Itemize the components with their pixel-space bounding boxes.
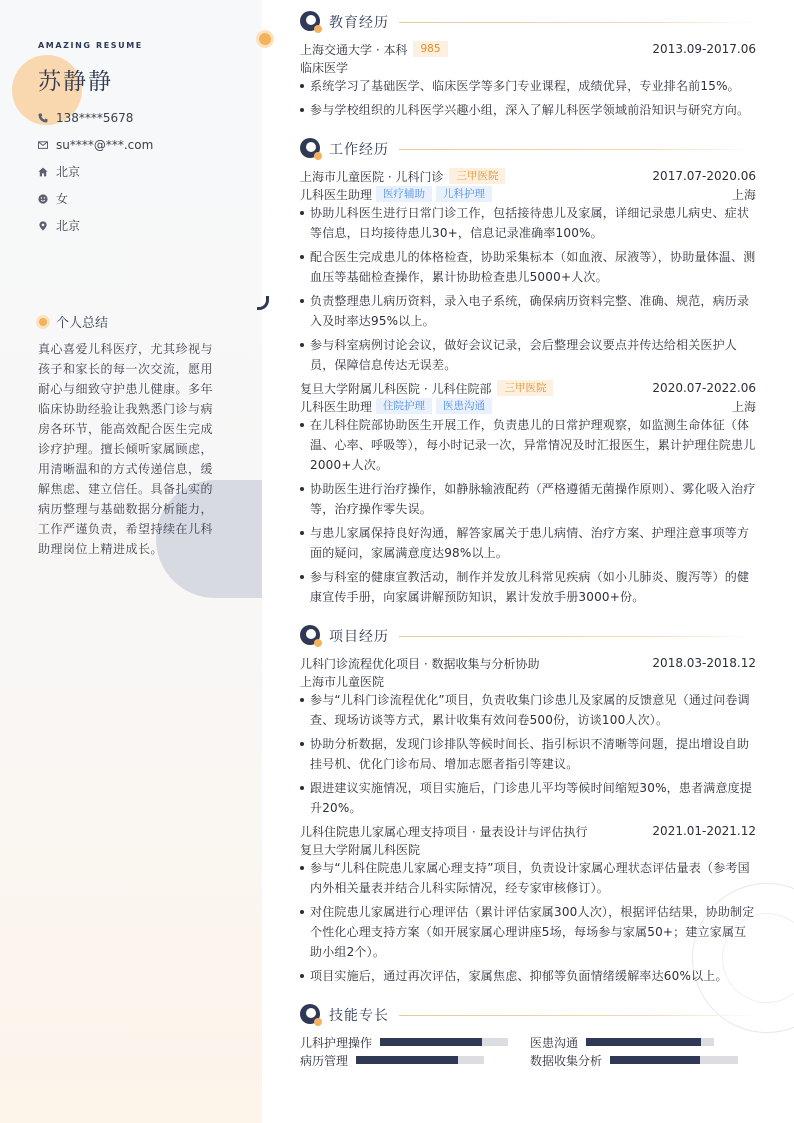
contact-gender [38,185,153,212]
person-name: 苏静静 [38,69,113,95]
job-role: 儿科医生助理 [300,399,373,414]
skill-tag: 医疗辅助 [376,186,432,202]
job-header [300,379,756,397]
section-skills [300,1004,756,1026]
section-icon [300,11,322,33]
project-org-row [300,840,756,858]
skill-name: 儿科护理操作 [300,1035,373,1050]
phone-text: 138****5678 [56,110,134,125]
job-header [300,167,756,185]
section-icon [300,138,322,160]
school-name: 上海交通大学 · 本科 [300,42,408,57]
job-city: 上海 [731,187,756,202]
list-item: 协助医生进行治疗操作，如静脉输液配药（严格遵循无菌操作原则）、雾化吸入治疗等，治疗操作零失误。 [300,479,756,519]
education-date: 2013.09-2017.06 [652,42,756,56]
list-item: 协助儿科医生进行日常门诊工作，包括接待患儿及家属，详细记录患儿病史、症状等信息，日均接待患儿30+，信息记录准确率100%。 [300,203,756,243]
skill-name: 数据收集分析 [530,1053,603,1068]
list-item: 跟进建议实施情况，项目实施后，门诊患儿平均等候时间缩短30%，患者满意度提升20%。 [300,778,756,818]
dot-icon [36,315,50,329]
job-org: 上海市儿童医院 · 儿科门诊 [300,169,444,184]
skill-bar-fill [610,1056,700,1064]
skill-tag: 儿科护理 [436,186,492,202]
project-org: 复旦大学附属儿科医院 [300,842,421,857]
skill-tag: 医患沟通 [436,398,492,414]
list-item: 参与“儿科门诊流程优化”项目，负责收集门诊患儿及家属的反馈意见（通过问卷调查、现场访谈等方式，累计收集有效问卷500份，访谈100人次）。 [300,690,756,730]
skill-item [300,1051,484,1069]
project-header [300,654,756,672]
job-role: 儿科医生助理 [300,187,373,202]
project-name: 儿科住院患儿家属心理支持项目 · 量表设计与评估执行 [300,824,588,839]
gender-text: 女 [56,192,69,206]
section-title: 教育经历 [329,15,389,31]
section-work [300,138,756,160]
decorative-arc [257,296,269,310]
project-org: 上海市儿童医院 [300,674,385,689]
skill-tag: 住院护理 [376,398,432,414]
contact-list [38,104,153,239]
email-text: su****@***.com [56,137,154,152]
skill-bar [380,1038,508,1046]
sidebar [0,0,262,1123]
job-date: 2020.07-2022.06 [652,381,756,395]
job-city: 上海 [731,399,756,414]
location-icon [38,221,48,231]
section-divider [399,22,756,23]
list-item: 系统学习了基础医学、临床医学等多门专业课程，成绩优异，专业排名前15%。 [300,76,756,96]
section-icon [300,1004,322,1026]
gender-icon [38,194,48,204]
skill-item [530,1033,714,1051]
job-tag: 三甲医院 [449,168,505,184]
job-tag: 三甲医院 [497,380,553,396]
skill-name: 病历管理 [300,1053,349,1068]
job-role-row [300,397,756,415]
summary-title: 个人总结 [56,316,109,331]
contact-location [38,212,153,239]
project-header [300,822,756,840]
skill-item [530,1051,738,1069]
job-role-row [300,185,756,203]
contact-email [38,131,153,158]
project-date: 2018.03-2018.12 [652,656,756,670]
major-row [300,58,756,76]
skill-bar-fill [380,1038,482,1046]
section-title: 技能专长 [329,1008,389,1024]
decorative-dot [256,30,274,48]
section-education [300,11,756,33]
mail-icon [38,140,48,150]
job-date: 2017.07-2020.06 [652,169,756,183]
skill-bar [610,1056,738,1064]
list-item: 与患儿家属保持良好沟通，解答家属关于患儿病情、治疗方案、护理注意事项等方面的疑问，家属满意度达98%以上。 [300,523,756,563]
skill-bar [586,1038,714,1046]
school-tag: 985 [413,41,447,57]
project-org-row [300,672,756,690]
skill-bar-fill [586,1038,701,1046]
job-org: 复旦大学附属儿科医院 · 儿科住院部 [300,381,492,396]
list-item: 对住院患儿家属进行心理评估（累计评估家属300人次），根据评估结果，协助制定个性化心理支持方案（如开展家属心理讲座5场，每场参与家属50+；建立家属互助小组2个）。 [300,902,756,962]
list-item: 负责整理患儿病历资料，录入电子系统，确保病历资料完整、准确、规范，病历录入及时率达95%以上。 [300,291,756,331]
skill-bar [356,1056,484,1064]
list-item: 参与科室的健康宣教活动，制作并发放儿科常见疾病（如小儿肺炎、腹泻等）的健康宣传手册，向家属讲解预防知识，累计发放手册3000+份。 [300,567,756,607]
list-item: 参与科室病例讨论会议，做好会议记录，会后整理会议要点并传达给相关医护人员，保障信息传达无误差。 [300,335,756,375]
project-bullets [300,858,756,990]
skill-bar-fill [356,1056,458,1064]
home-text: 北京 [56,165,81,179]
section-projects [300,625,756,647]
list-item: 参与“儿科住院患儿家属心理支持”项目，负责设计家属心理状态评估量表（参考国内外相关量表并结合儿科实际情况，经专家审核修订）。 [300,858,756,898]
major: 临床医学 [300,60,349,75]
contact-home [38,158,153,185]
list-item: 项目实施后，通过再次评估，家属焦虑、抑郁等负面情绪缓解率达60%以上。 [300,966,756,986]
section-divider [399,636,756,637]
summary-heading [36,312,108,331]
list-item: 在儿科住院部协助医生开展工作，负责患儿的日常护理观察，如监测生命体征（体温、心率、呼吸等），每小时记录一次，异常情况及时汇报医生，累计护理住院患儿2000+人次。 [300,415,756,475]
job-bullets [300,203,756,379]
education-row [300,40,756,58]
job-bullets [300,415,756,611]
education-bullets [300,76,756,124]
phone-icon [38,113,48,123]
contact-phone [38,104,153,131]
location-text: 北京 [56,219,81,233]
section-title: 工作经历 [329,142,389,158]
summary-text: 真心喜爱儿科医疗，尤其珍视与孩子和家长的每一次交流，愿用耐心与细致守护患儿健康。多年临床协助经验让我熟悉门诊与病房各环节，能高效配合医生完成诊疗护理。擅长倾听家属顾虑，用清晰温和的方式传递信息，缓解焦虑、建立信任。具备扎实的病历整理与基础数据分析能力，工作严谨负责，希望持续在儿科助理岗位上精进成长。 [38,342,214,556]
list-item: 协助分析数据，发现门诊排队等候时间长、指引标识不清晰等问题，提出增设自助挂号机、优化门诊布局、增加志愿者指引等建议。 [300,734,756,774]
brand-label: AMAZING RESUME [38,41,143,50]
list-item: 配合医生完成患儿的体格检查，协助采集标本（如血液、尿液等），协助量体温、测血压等基础检查操作，累计协助检查患儿5000+人次。 [300,247,756,287]
section-divider [399,1015,756,1016]
skill-name: 医患沟通 [530,1035,579,1050]
project-name: 儿科门诊流程优化项目 · 数据收集与分析协助 [300,656,540,671]
section-title: 项目经历 [329,629,389,645]
project-date: 2021.01-2021.12 [652,824,756,838]
section-icon [300,625,322,647]
home-icon [38,167,48,177]
section-divider [399,149,756,150]
project-bullets [300,690,756,822]
skill-item [300,1033,508,1051]
list-item: 参与学校组织的儿科医学兴趣小组，深入了解儿科医学领域前沿知识与研究方向。 [300,100,756,120]
